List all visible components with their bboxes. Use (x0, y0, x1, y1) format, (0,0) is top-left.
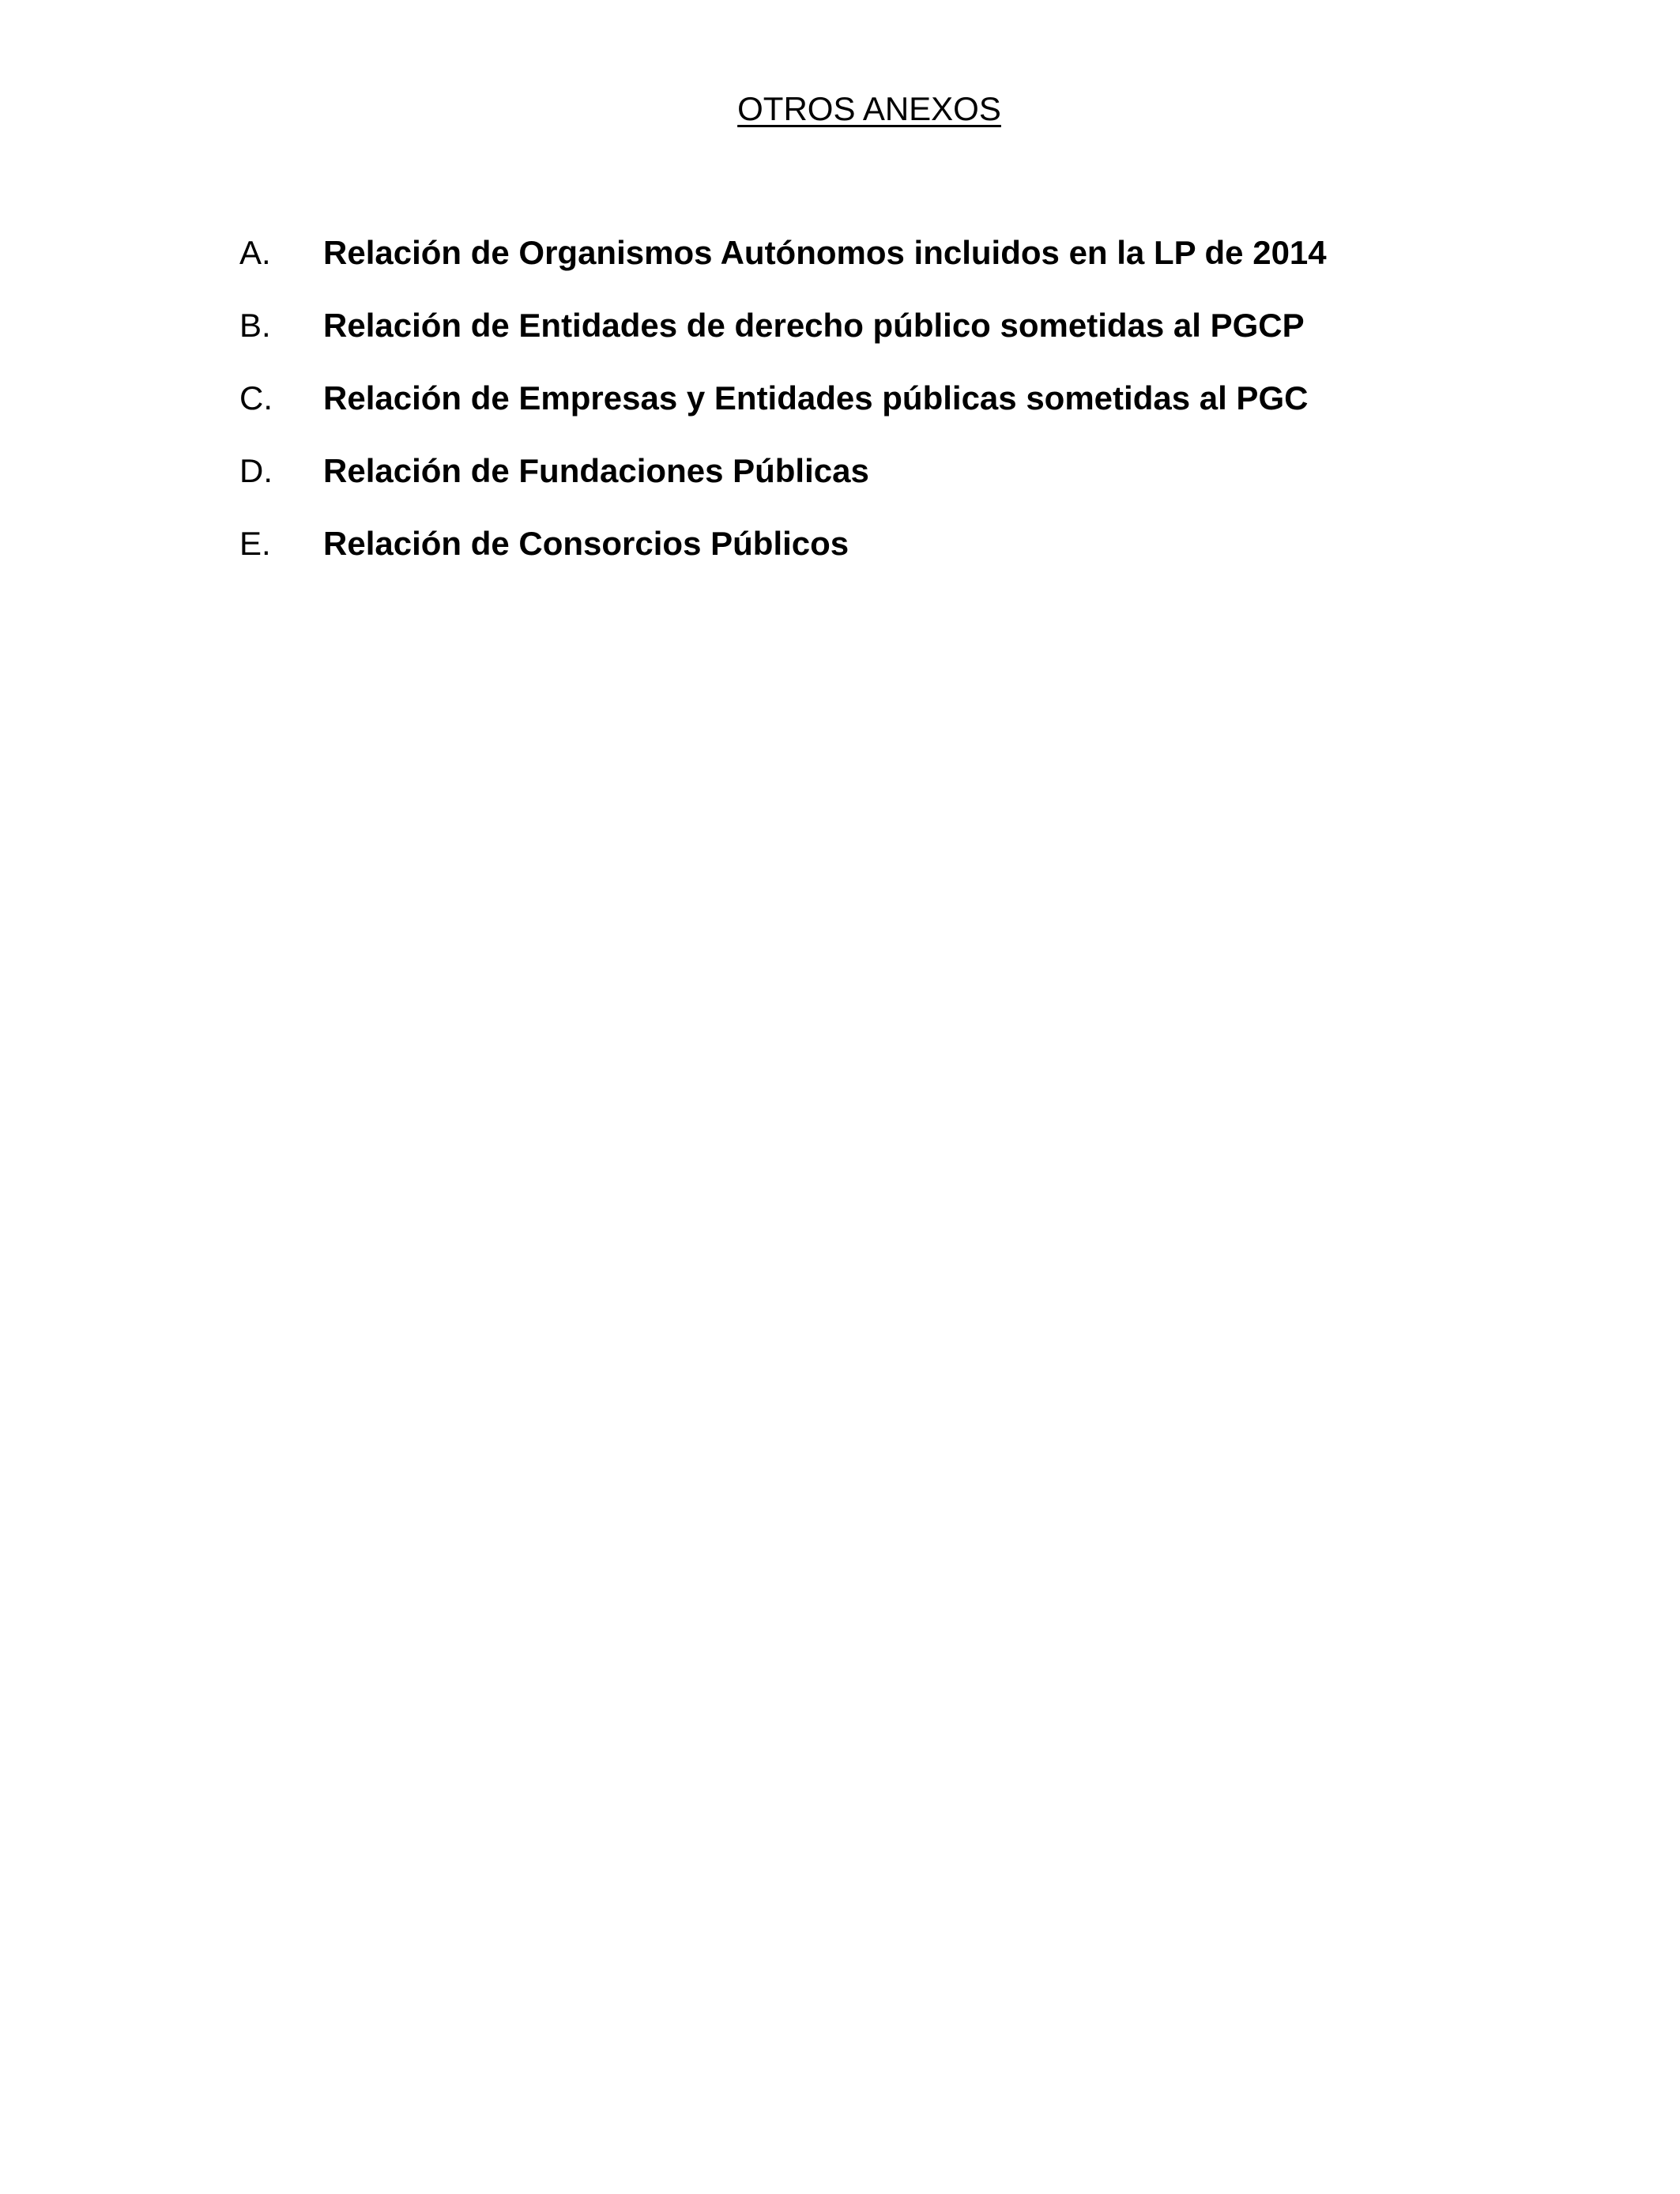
annex-item-a (239, 231, 1327, 303)
annex-letter: A. (239, 234, 271, 271)
annex-letter: E. (239, 525, 271, 562)
annex-text: Relación de Fundaciones Públicas (323, 452, 869, 489)
page-title (0, 87, 1680, 131)
annex-item-b (239, 303, 1327, 376)
annex-letter: C. (239, 379, 273, 417)
annex-text: Relación de Organismos Autónomos incluidos en la LP de 2014 (323, 234, 1327, 271)
annex-text: Relación de Empresas y Entidades públicas sometidas al PGC (323, 379, 1309, 417)
annex-letter: D. (239, 452, 273, 489)
page-title-text: OTROS ANEXOS (737, 90, 1001, 127)
annex-item-d (239, 449, 1327, 522)
annex-letter: B. (239, 307, 271, 344)
annex-list (239, 231, 1327, 594)
annex-text: Relación de Entidades de derecho público sometidas al PGCP (323, 307, 1305, 344)
annex-text: Relación de Consorcios Públicos (323, 525, 849, 562)
annex-item-c (239, 376, 1327, 449)
annex-item-e (239, 522, 1327, 594)
